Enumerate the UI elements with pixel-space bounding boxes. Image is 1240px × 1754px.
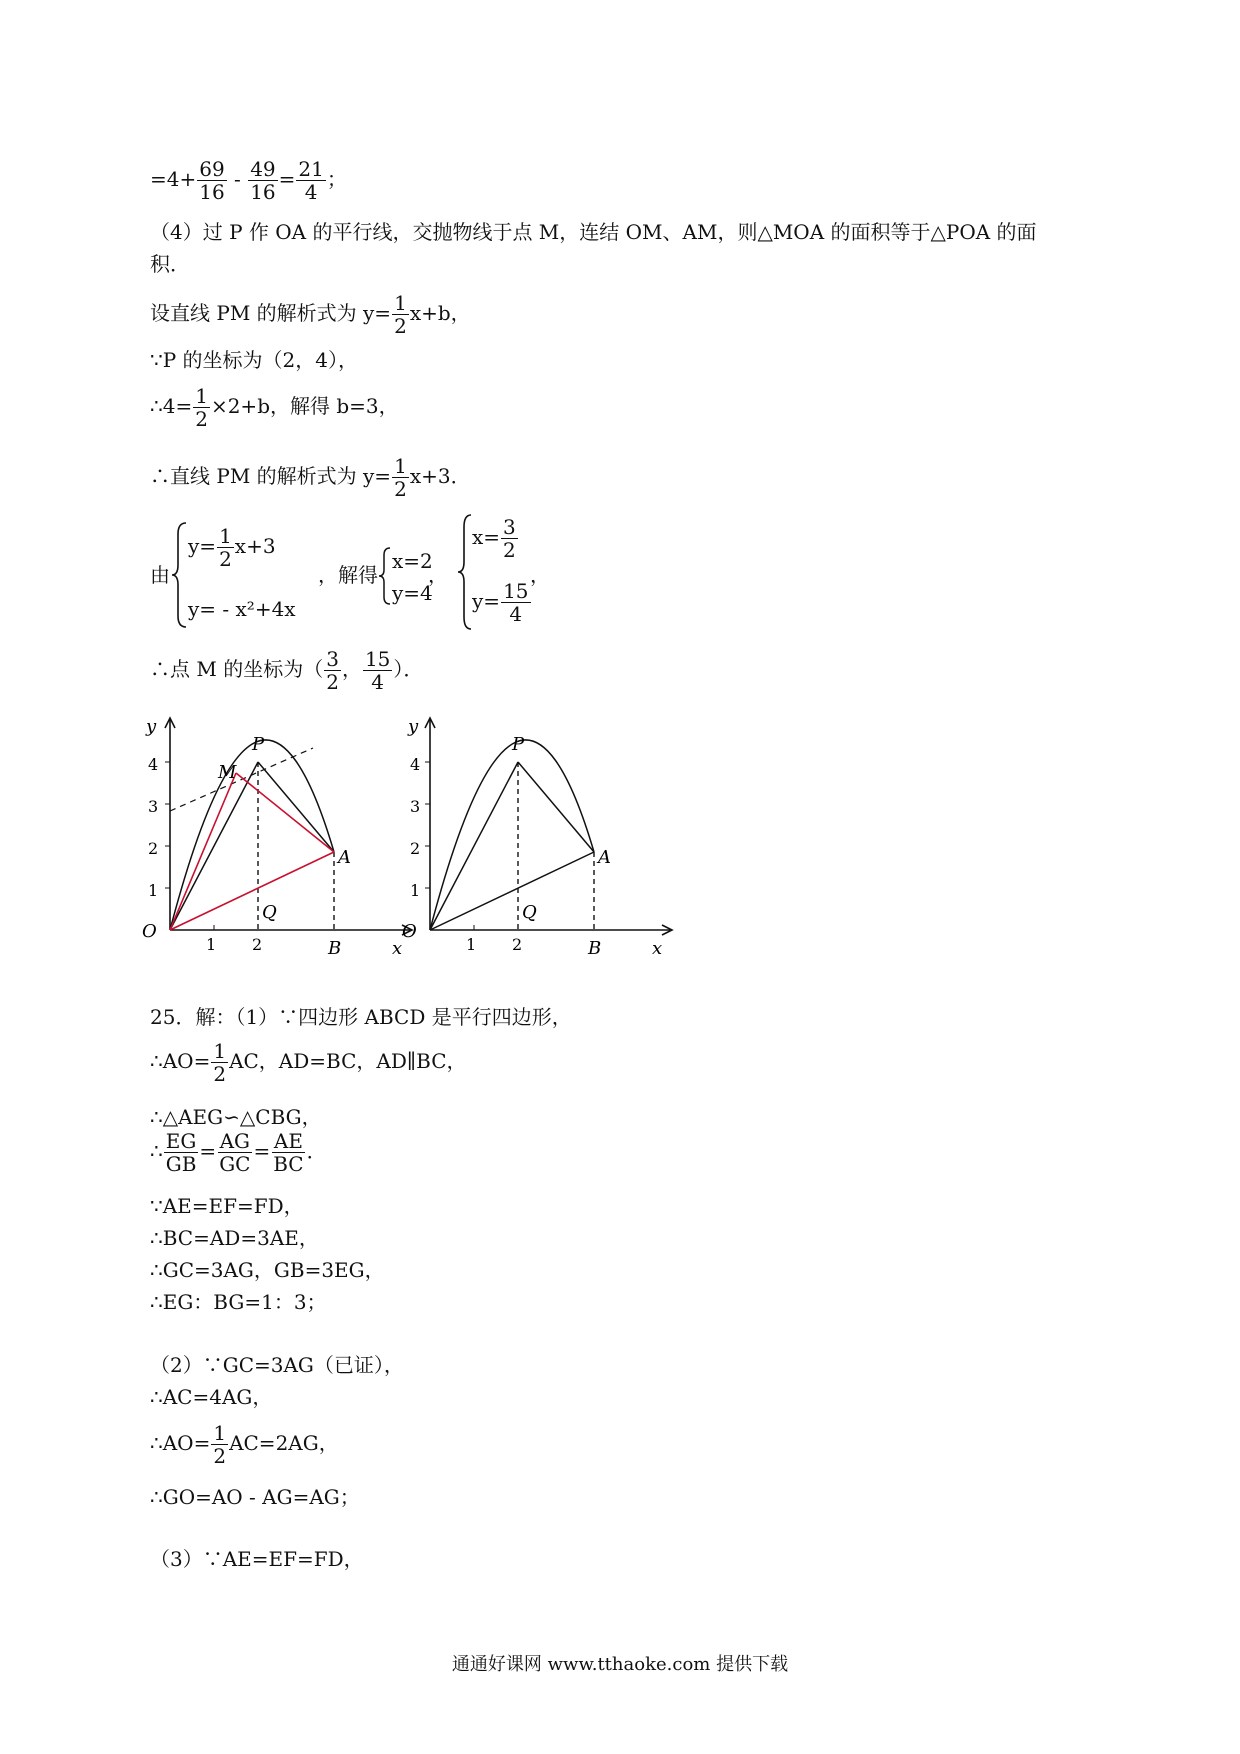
line-5: ∵P 的坐标为（2，4），	[150, 348, 358, 372]
text: ∴直线 PM 的解析式为 y=	[150, 464, 392, 488]
denominator: 4	[509, 602, 523, 626]
denominator: 2	[326, 670, 339, 694]
line-3: 积．	[150, 252, 190, 276]
line-18: （2）∵GC=3AG（已证），	[150, 1353, 404, 1377]
fraction	[197, 158, 226, 203]
sol2-y	[472, 580, 532, 625]
fraction	[217, 1130, 252, 1175]
end-comma: ，	[530, 563, 550, 587]
label-M: M	[218, 762, 237, 783]
numerator: 69	[199, 157, 225, 181]
fraction	[296, 158, 325, 203]
text: 设直线 PM 的解析式为 y=	[150, 301, 392, 325]
text: x+3．	[409, 464, 471, 488]
line-20	[150, 1422, 339, 1467]
numerator: 1	[213, 1039, 227, 1063]
numerator: 1	[394, 454, 407, 478]
text: ，	[341, 657, 362, 681]
numerator: 3	[326, 647, 339, 671]
denominator: 2	[195, 407, 208, 431]
tick-x-1: 1	[206, 935, 217, 954]
tick-x-2: 2	[512, 935, 523, 954]
line-1	[150, 158, 347, 203]
text: -	[227, 167, 248, 191]
denominator: 16	[250, 180, 276, 204]
numerator: 1	[219, 524, 232, 548]
text: x+b，	[409, 301, 471, 325]
numerator: EG	[165, 1129, 197, 1153]
label-B: B	[588, 938, 602, 959]
numerator: 1	[213, 1421, 227, 1445]
line-15: ∴BC=AD=3AE，	[150, 1226, 319, 1250]
label-O: O	[142, 921, 157, 942]
denominator: 4	[371, 670, 385, 694]
text: =	[278, 167, 296, 191]
line-6	[150, 385, 399, 430]
you-label: 由	[150, 563, 170, 587]
fraction	[193, 385, 210, 430]
numerator: 15	[503, 579, 529, 603]
denominator: 2	[213, 1444, 227, 1468]
tick-y-1: 1	[148, 881, 159, 900]
label-A: A	[598, 847, 611, 868]
text: ∴AO=	[150, 1431, 211, 1455]
line-10: 25．解：（1）∵四边形 ABCD 是平行四边形，	[150, 1005, 572, 1029]
fraction	[217, 525, 234, 570]
fraction	[501, 580, 530, 625]
fraction	[164, 1130, 199, 1175]
tick-y-3: 3	[148, 797, 159, 816]
text: AC，AD=BC，AD∥BC，	[229, 1049, 467, 1073]
text: y=	[188, 534, 217, 558]
fraction	[324, 648, 341, 693]
text: AC=2AG，	[229, 1431, 339, 1455]
label-O: O	[402, 921, 417, 942]
label-x: x	[392, 938, 403, 959]
eq2: y= - x²+4x	[188, 597, 296, 621]
left-brace	[170, 520, 190, 630]
denominator: 2	[394, 314, 407, 338]
denominator: 2	[213, 1062, 227, 1086]
text: ．	[306, 1139, 327, 1163]
label-Q: Q	[262, 902, 277, 923]
fraction	[211, 1422, 228, 1467]
numerator: 15	[364, 647, 391, 671]
text: ；	[326, 167, 347, 191]
label-Q: Q	[522, 902, 537, 923]
numerator: 21	[298, 157, 324, 181]
fraction	[501, 516, 518, 561]
text: ∴点 M 的坐标为（	[150, 657, 324, 681]
label-A: A	[338, 847, 351, 868]
denominator: 2	[219, 547, 232, 571]
text: ∴AO=	[150, 1049, 211, 1073]
numerator: AE	[273, 1129, 303, 1153]
denominator: 4	[304, 180, 318, 204]
fraction	[363, 648, 392, 693]
denominator: GC	[219, 1152, 251, 1176]
graphs	[140, 700, 700, 970]
line-9	[150, 648, 423, 693]
denominator: BC	[273, 1152, 304, 1176]
left-graph	[142, 716, 412, 959]
line-4	[150, 292, 471, 337]
label-P: P	[512, 734, 525, 755]
tick-y-1: 1	[410, 881, 421, 900]
denominator: GB	[165, 1152, 197, 1176]
label-x: x	[652, 938, 663, 959]
fraction	[248, 158, 277, 203]
text: ∴	[150, 1139, 163, 1163]
numerator: 1	[394, 291, 407, 315]
denominator: 16	[199, 180, 225, 204]
text: ×2+b，解得 b=3，	[210, 394, 399, 418]
label-P: P	[252, 734, 265, 755]
sol2-x	[472, 516, 519, 561]
text: =	[199, 1139, 217, 1163]
numerator: 1	[195, 384, 208, 408]
text: x=	[472, 525, 501, 549]
fraction	[392, 455, 409, 500]
denominator: 2	[394, 477, 407, 501]
sol1-x: x=2	[392, 549, 433, 573]
text: ）．	[393, 657, 424, 681]
label-y: y	[146, 716, 157, 737]
separator: ，	[428, 563, 448, 587]
line-21: ∴GO=AO - AG=AG；	[150, 1485, 360, 1509]
numerator: 49	[250, 157, 276, 181]
tick-x-2: 2	[252, 935, 263, 954]
jiede-label: ，解得	[318, 563, 378, 587]
fraction	[271, 1130, 305, 1175]
page-footer: 通通好课网 www.tthaoke.com 提供下载	[451, 1654, 789, 1675]
line-22: （3）∵AE=EF=FD，	[150, 1547, 364, 1571]
sol1-y: y=4	[392, 581, 433, 605]
numerator: AG	[219, 1129, 251, 1153]
line-19: ∴AC=4AG，	[150, 1385, 273, 1409]
tick-x-1: 1	[466, 935, 477, 954]
text: =4+	[150, 167, 197, 191]
tick-y-4: 4	[148, 755, 159, 774]
label-y: y	[408, 716, 419, 737]
text: y=	[472, 589, 501, 613]
left-brace	[378, 546, 392, 606]
text: =	[253, 1139, 271, 1163]
denominator: 2	[503, 538, 516, 562]
text: ∴4=	[150, 394, 193, 418]
label-B: B	[328, 938, 342, 959]
tick-y-2: 2	[410, 839, 421, 858]
line-13	[150, 1130, 327, 1175]
tick-y-4: 4	[410, 755, 421, 774]
text: x+3	[234, 534, 276, 558]
tick-y-3: 3	[410, 797, 421, 816]
line-7	[150, 455, 471, 500]
line-16: ∴GC=3AG，GB=3EG，	[150, 1258, 385, 1282]
fraction	[392, 292, 409, 337]
fraction	[211, 1040, 228, 1085]
line-2: （4）过 P 作 OA 的平行线，交抛物线于点 M，连结 OM、AM，则△MOA 的面积等于△POA 的面	[150, 220, 1037, 244]
line-14: ∵AE=EF=FD，	[150, 1194, 304, 1218]
eq1	[188, 525, 276, 570]
line-17: ∴EG：BG=1：3；	[150, 1290, 327, 1314]
tick-y-2: 2	[148, 839, 159, 858]
line-12: ∴△AEG∽△CBG，	[150, 1105, 322, 1129]
numerator: 3	[503, 515, 516, 539]
right-graph	[402, 716, 672, 959]
line-11	[150, 1040, 467, 1085]
